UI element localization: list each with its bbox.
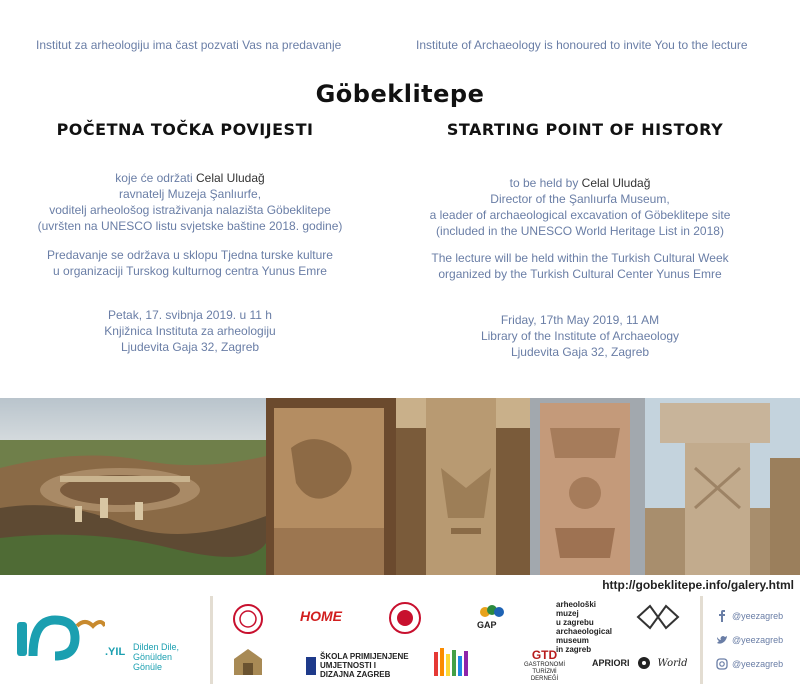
- speaker-block-english: [410, 175, 750, 239]
- home-logo: HOME: [300, 608, 342, 624]
- t-shaped-pillar-illustration: [645, 398, 800, 575]
- speaker-block-croatian: [20, 170, 360, 234]
- skola-mark-icon: [306, 657, 316, 675]
- week-block-croatian: [20, 247, 360, 279]
- lecture-title: Göbeklitepe: [315, 80, 485, 108]
- carved-pillar-arms-photo: [396, 398, 530, 575]
- carved-pillar-arms-illustration: [396, 398, 530, 575]
- subtitle-croatian: POČETNA TOČKA POVIJESTI: [56, 120, 314, 139]
- gap-logo-icon: [477, 602, 507, 618]
- held-by-line: koje će održati Celal Uludağ: [115, 171, 265, 185]
- speaker-role-line: a leader of archaeological excavation of Göbeklitepe site: [429, 208, 731, 222]
- excavation-site-illustration: [0, 398, 266, 575]
- week-line: Predavanje se održava u sklopu Tjedna turske kulture: [47, 248, 333, 262]
- facebook-link[interactable]: @yeezagreb: [716, 610, 783, 622]
- heritage-building-icon: [230, 645, 266, 677]
- date-line: Friday, 17th May 2019, 11 AM: [500, 313, 660, 327]
- date-line: Petak, 17. svibnja 2019. u 11 h: [108, 308, 272, 322]
- when-block-croatian: [20, 307, 360, 355]
- excavation-site-photo: [0, 398, 266, 575]
- anniversary-slogan: Dilden Dile, Gönülden Gönüle: [133, 642, 180, 672]
- week-line: u organizaciji Turskog kulturnog centra Yunus Emre: [53, 264, 327, 278]
- carved-pillar-animals-photo: [530, 398, 645, 575]
- photo-credit-link[interactable]: http://gobeklitepe.info/galery.html: [602, 578, 794, 592]
- carved-pillar-fox-illustration: [266, 398, 396, 575]
- address-line: Ljudevita Gaja 32, Zagreb: [510, 345, 650, 359]
- apriori-logo: APRIORI World: [592, 655, 688, 671]
- twitter-link[interactable]: @yeezagreb: [716, 634, 783, 646]
- held-by-line: to be held by Celal Uludağ: [509, 176, 651, 190]
- venue-line: Library of the Institute of Archaeology: [480, 329, 680, 343]
- t-shaped-pillar-photo: [645, 398, 800, 575]
- speaker-role-line: ravnatelj Muzeja Şanlıurfe,: [118, 187, 262, 201]
- speaker-name: Celal Uludağ: [581, 176, 651, 190]
- speaker-role-line: (uvršten na UNESCO listu svjetske baštine 2018. godine): [37, 219, 343, 233]
- gap-logo: GAP: [477, 602, 507, 630]
- address-line: Ljudevita Gaja 32, Zagreb: [120, 340, 260, 354]
- when-block-english: [410, 312, 750, 360]
- speaker-role-line: (included in the UNESCO World Heritage List in 2018): [436, 224, 724, 238]
- skola-logo: ŠKOLA PRIMIJENJENE UMJETNOSTI I DIZAJNA ZAGREB: [306, 652, 409, 679]
- carved-pillar-fox-photo: [266, 398, 396, 575]
- invite-croatian: Institut za arheologiju ima čast pozvati Vas na predavanje: [36, 38, 342, 52]
- turkish-embassy-seal-icon: [388, 601, 422, 635]
- instagram-link[interactable]: @yeezagreb: [716, 658, 783, 670]
- archaeological-museum-logo: arheološki muzej u zagrebu archaeological museum in zagreb: [556, 600, 613, 654]
- gtd-logo: GTD GASTRONOMİ TURİZMİ DERNEĞİ: [524, 648, 566, 682]
- footer-divider: [700, 596, 703, 684]
- footer-divider: [210, 596, 213, 684]
- week-line: The lecture will be held within the Turkish Cultural Week: [431, 251, 729, 265]
- knot-logo-icon: [636, 604, 680, 630]
- facebook-icon: [716, 610, 728, 622]
- instagram-icon: [716, 658, 728, 670]
- speaker-role-line: voditelj arheološog istraživanja nalazišta Göbeklitepe: [49, 203, 331, 217]
- ministry-seal-icon: [232, 603, 264, 635]
- apriori-flower-icon: [636, 655, 652, 671]
- speaker-name: Celal Uludağ: [196, 171, 265, 185]
- carved-pillar-animals-illustration: [530, 398, 645, 575]
- anniversary-10-icon: [15, 614, 105, 662]
- speaker-role-line: Director of the Şanlıurfa Museum,: [490, 192, 670, 206]
- venue-line: Knjižnica Instituta za arheologiju: [104, 324, 276, 338]
- library-colorbars-icon: [434, 648, 478, 676]
- photo-strip: [0, 398, 800, 575]
- week-block-english: [410, 250, 750, 282]
- anniversary-logo: [15, 610, 200, 670]
- invite-english: Institute of Archaeology is honoured to invite You to the lecture: [416, 38, 748, 52]
- twitter-icon: [716, 634, 728, 646]
- week-line: organized by the Turkish Cultural Center Yunus Emre: [438, 267, 722, 281]
- anniversary-yil: .YIL: [105, 646, 126, 658]
- subtitle-english: STARTING POINT OF HISTORY: [446, 120, 724, 139]
